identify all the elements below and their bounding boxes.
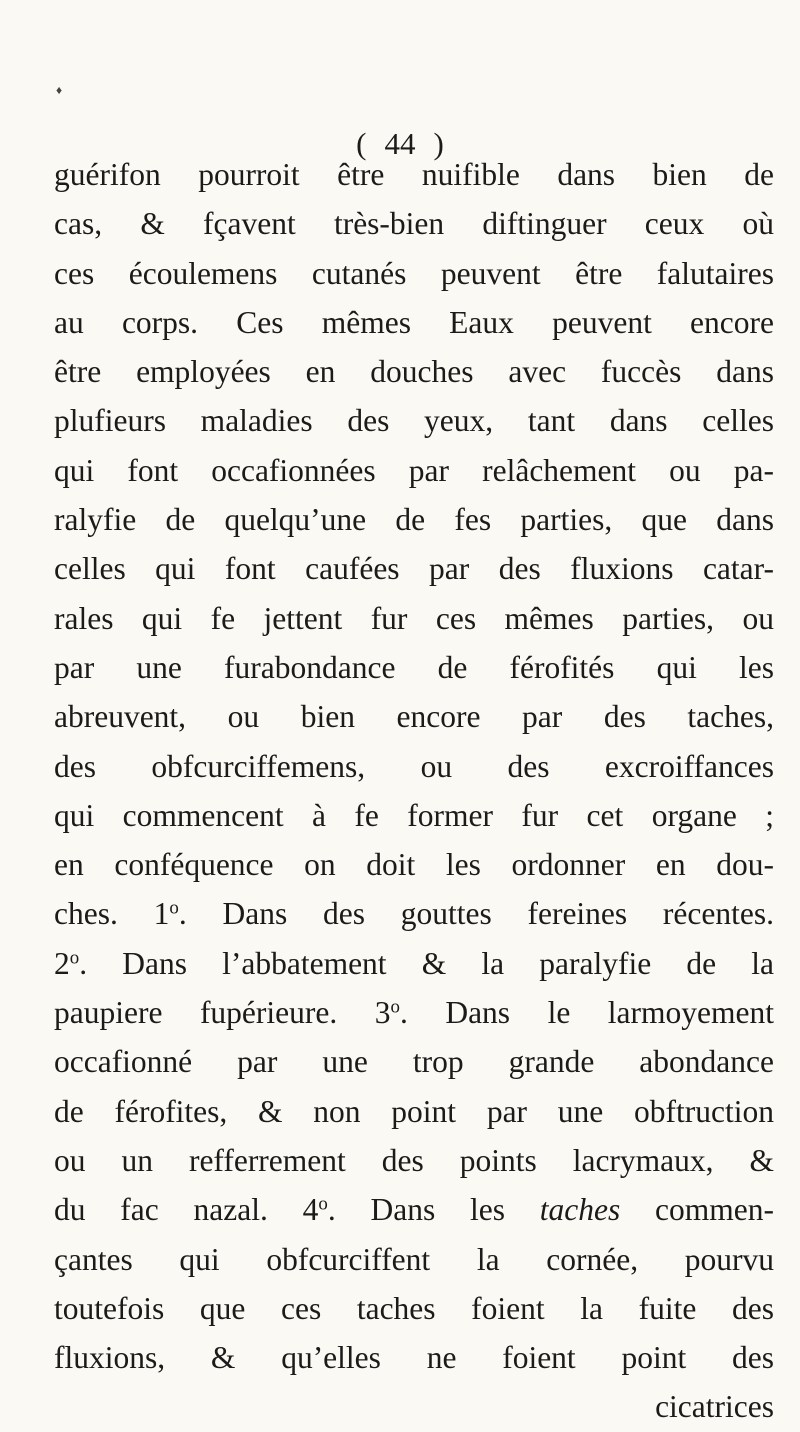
text-line: occafionné par une trop grande abondance xyxy=(54,1044,774,1080)
text-line: ces écoulemens cutanés peuvent être falutaires xyxy=(54,255,774,291)
line-text: du fac nazal. xyxy=(54,1192,268,1228)
text-line: cas, & fçavent très-bien diftinguer ceux où xyxy=(54,206,774,242)
text-line: toutefois que ces taches foient la fuite des xyxy=(54,1290,774,1326)
ordinal-degree: o xyxy=(169,898,179,920)
ordinal-number: 1 xyxy=(153,896,170,932)
line-text: . Dans les xyxy=(327,1192,505,1228)
text-line: ou un refferrement des points lacrymaux, & xyxy=(54,1142,774,1178)
text-line xyxy=(54,988,774,1037)
text-line xyxy=(54,1185,774,1234)
text-line: fluxions, & qu’elles ne foient point des xyxy=(54,1340,774,1376)
text-line: guérifon pourroit être nuifible dans bien de xyxy=(54,157,774,192)
ordinal-number: 3 xyxy=(374,995,391,1031)
text-line: abreuvent, ou bien encore par des taches, xyxy=(54,699,774,735)
text-line: par une furabondance de férofités qui les xyxy=(54,649,774,685)
ordinal-degree: o xyxy=(69,947,80,969)
page-number: 44 xyxy=(384,126,416,161)
text-line: plufieurs maladies des yeux, tant dans celles xyxy=(54,403,774,439)
ordinal-number: 2 xyxy=(54,945,70,981)
text-line: être employées en douches avec fuccès dans xyxy=(54,354,774,390)
text-line: qui font occafionnées par relâchement ou pa- xyxy=(54,452,774,488)
text-line: qui commencent à fe former fur cet organe ; xyxy=(54,797,774,833)
text-line: ralyfie de quelqu’une de fes parties, que dans xyxy=(54,502,774,538)
ordinal-degree: o xyxy=(318,1193,328,1215)
text-line: en conféquence on doit les ordonner en dou- xyxy=(54,847,774,883)
line-text: . Dans l’abbatement & la paralyfie de la xyxy=(79,945,774,981)
line-text: commen- xyxy=(655,1192,775,1228)
line-text: . Dans le larmoyement xyxy=(399,995,774,1031)
text-line: des obfcurciffemens, ou des excroiffances xyxy=(54,748,774,784)
italic-word: taches xyxy=(539,1192,621,1228)
body-text xyxy=(54,150,774,1432)
text-line xyxy=(54,939,774,988)
ordinal-number: 4 xyxy=(302,1192,319,1228)
text-line: de férofites, & non point par une obftruction xyxy=(54,1093,774,1129)
line-text: paupiere fupérieure. xyxy=(54,995,338,1031)
text-line xyxy=(54,889,774,938)
text-line: celles qui font caufées par des fluxions catar- xyxy=(54,551,774,587)
ordinal-degree: o xyxy=(390,996,400,1018)
text-line: çantes qui obfcurciffent la cornée, pourvu xyxy=(54,1241,774,1277)
text-line: rales qui fe jettent fur ces mêmes parties, ou xyxy=(54,600,774,636)
header-open-paren: ( xyxy=(356,126,367,161)
catchword: cicatrices xyxy=(655,1389,774,1425)
text-line: au corps. Ces mêmes Eaux peuvent encore xyxy=(54,304,774,340)
header-close-paren: ) xyxy=(433,126,444,161)
line-text: ches. xyxy=(54,896,118,932)
corner-diamond-mark: ♦ xyxy=(56,83,63,97)
line-text: . Dans des gouttes fereines récentes. xyxy=(178,896,774,932)
